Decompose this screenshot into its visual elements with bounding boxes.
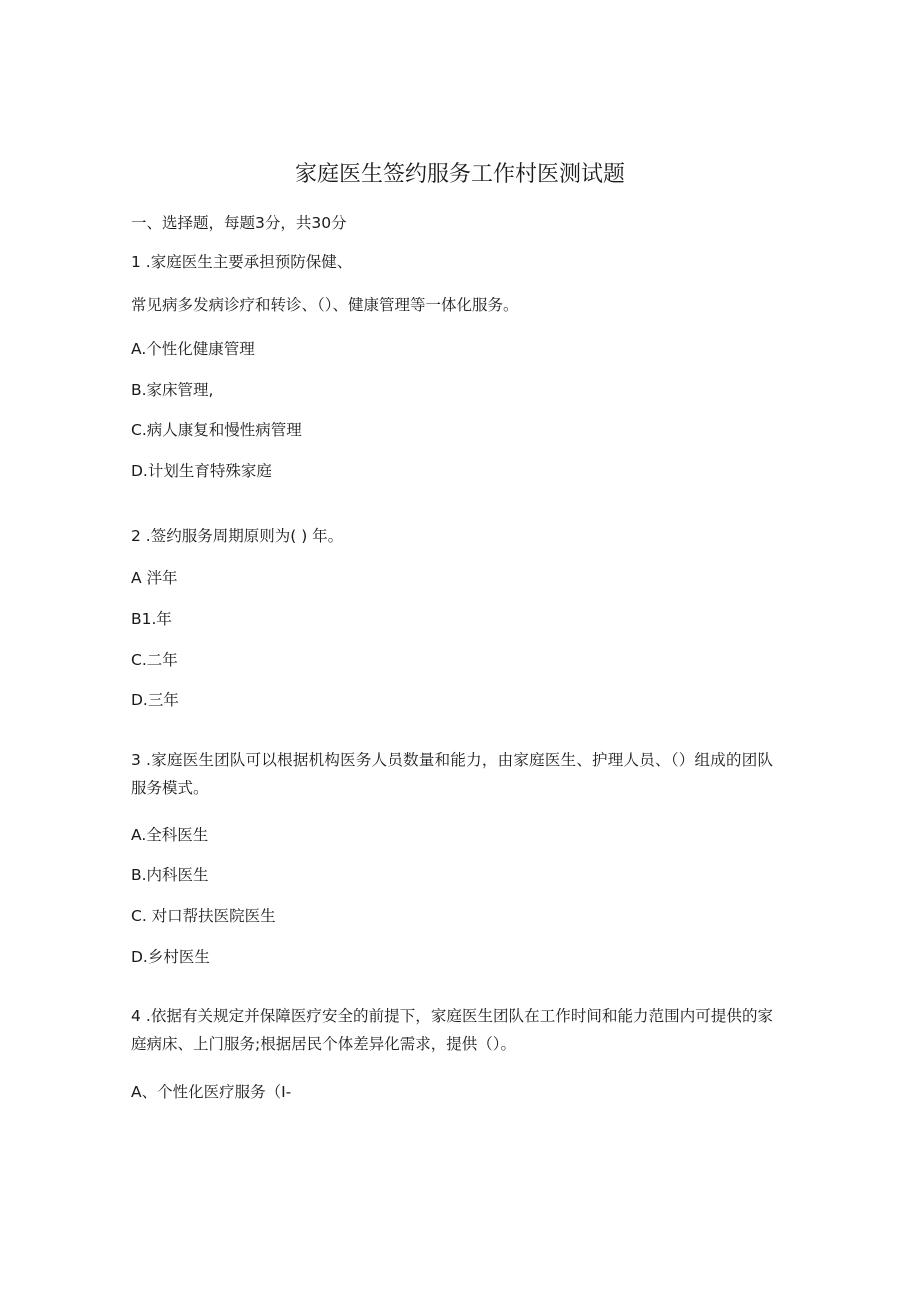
question-1-option-c: C.病人康复和慢性病管理 [131, 421, 302, 439]
section-heading: 一、选择题，每题3分，共30分 [131, 214, 347, 232]
question-1-option-b: B.家床管理, [131, 381, 214, 399]
question-1-stem-line-2: 常见病多发病诊疗和转诊、（）、健康管理等一体化服务。 [131, 296, 519, 314]
question-4-stem: 4 .依据有关规定并保障医疗安全的前提下，家庭医生团队在工作时间和能力范围内可提供的家庭病床、上门服务;根据居民个体差异化需求，提供（）。 [131, 1007, 773, 1053]
question-2-stem: 2 .签约服务周期原则为( ) 年。 [131, 527, 344, 545]
question-3-option-d: D.乡村医生 [131, 948, 210, 966]
question-2-option-b: B1.年 [131, 610, 172, 628]
question-3-option-c: C. 对口帮扶医院医生 [131, 907, 276, 925]
document-title: 家庭医生签约服务工作村医测试题 [294, 162, 625, 187]
question-1-stem-line-1: 1 .家庭医生主要承担预防保健、 [131, 253, 353, 271]
question-2-option-a: A 泮年 [131, 569, 178, 587]
question-4-option-a: A、个性化医疗服务（I- [131, 1083, 292, 1101]
question-1-option-d: D.计划生育特殊家庭 [131, 462, 272, 480]
question-3-stem: 3 .家庭医生团队可以根据机构医务人员数量和能力，由家庭医生、护理人员、（）组成的团队服务模式。 [131, 751, 773, 797]
question-2-option-c: C.二年 [131, 651, 178, 669]
question-3-option-b: B.内科医生 [131, 866, 209, 884]
question-3-option-a: A.全科医生 [131, 826, 209, 844]
question-1-option-a: A.个性化健康管理 [131, 340, 255, 358]
question-2-option-d: D.三年 [131, 691, 179, 709]
